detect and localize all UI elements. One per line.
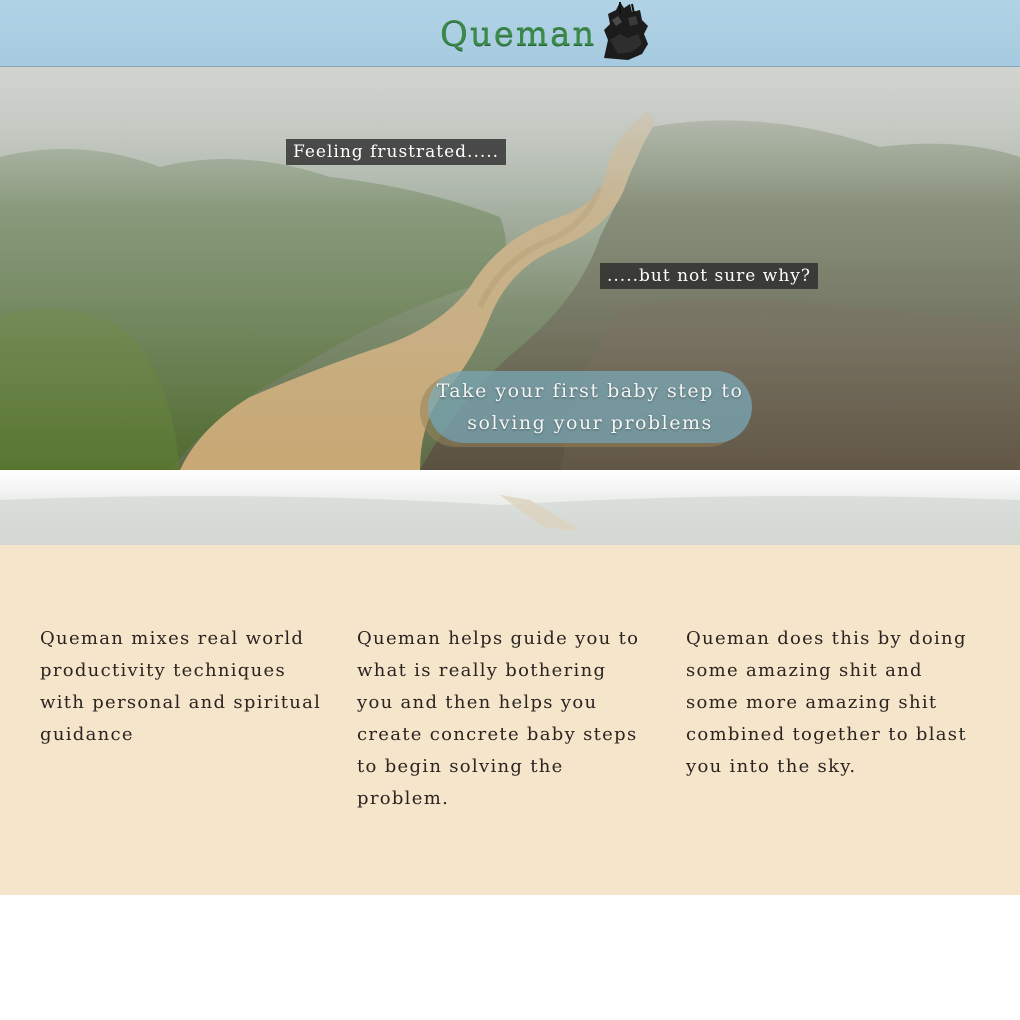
hero-fade-band [0,470,1020,545]
brand-logo[interactable] [440,8,652,60]
site-header [0,0,1020,67]
brand-name: Queman [440,14,597,54]
feature-text-guidance: Queman helps guide you to what is really bothering you and then helps you create concrete baby steps to begin solving the problem. [357,628,640,809]
hero-banner [0,67,1020,470]
cta-line-1: Take your first baby step to [436,380,744,402]
feature-text-techniques: Queman mixes real world productivity techniques with personal and spiritual guidance [40,628,322,745]
cta-line-2: solving your problems [467,412,713,434]
tree-island-icon [598,0,652,62]
hero-caption-not-sure: .....but not sure why? [600,263,818,289]
faded-trail-reflection [0,470,1020,545]
first-step-button[interactable] [428,371,752,443]
hero-caption-frustrated: Feeling frustrated..... [286,139,506,165]
feature-text-method: Queman does this by doing some amazing shit and some more amazing shit combined together to blast you into the sky. [686,628,967,777]
features-section [0,545,1020,895]
